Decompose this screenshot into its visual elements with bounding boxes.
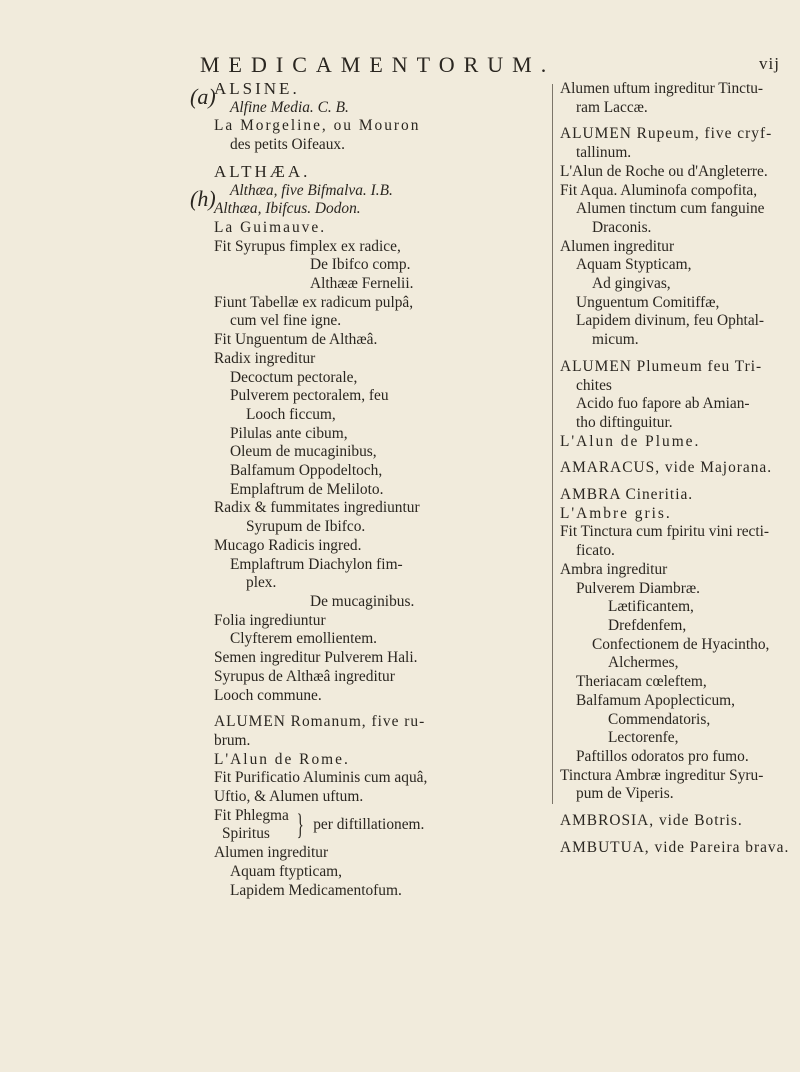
right-text-line: Theriacam cœleftem, xyxy=(576,673,707,691)
right-text-line: ALUMEN Plumeum feu Tri- xyxy=(560,357,763,375)
left-text-line: Emplaftrum Diachylon fim- xyxy=(230,555,403,573)
left-text-line: Pulverem pectoralem, feu xyxy=(230,387,389,405)
left-text-line: Fit Unguentum de Althæâ. xyxy=(214,331,378,349)
brace-top-line: Fit Phlegma xyxy=(214,806,289,824)
curly-brace-icon: } xyxy=(296,808,304,842)
left-text-line: Radix & fummitates ingrediuntur xyxy=(214,499,420,517)
left-text-line: ALUMEN Romanum, five ru- xyxy=(214,713,426,731)
right-text-line: L'Ambre gris. xyxy=(560,504,672,522)
right-text-line: tho diftinguitur. xyxy=(576,413,673,431)
right-text-line: Ambra ingreditur xyxy=(560,560,668,578)
right-text-line: Ad gingivas, xyxy=(592,275,671,293)
margin-note-a: (a) xyxy=(190,84,216,109)
right-text-line: pum de Viperis. xyxy=(576,785,674,803)
left-text-line: plex. xyxy=(246,574,277,592)
spacer xyxy=(560,804,800,812)
right-column xyxy=(560,80,800,857)
right-text-line: ALUMEN Rupeum, five cryf- xyxy=(560,125,773,143)
left-text-line: Uftio, & Alumen uftum. xyxy=(214,788,364,806)
left-text-line: De Ibifco comp. xyxy=(310,256,411,274)
right-text-line: Tinctura Ambræ ingreditur Syru- xyxy=(560,766,764,784)
right-text-line: chites xyxy=(576,376,612,394)
right-text-line: Drefdenfem, xyxy=(608,616,687,634)
right-text-line: Draconis. xyxy=(592,218,652,236)
left-text-line: Balfamum Oppodeltoch, xyxy=(230,462,383,480)
brace-group xyxy=(214,807,544,844)
left-text-line: Lapidem Medicamentofum. xyxy=(230,881,402,899)
left-text-line: Clyfterem emollientem. xyxy=(230,630,378,648)
brace-items xyxy=(214,807,289,844)
left-text-line: des petits Oifeaux. xyxy=(230,136,345,154)
right-text-line: Acido fuo fapore ab Amian- xyxy=(576,395,750,413)
right-text-line: AMBROSIA, vide Botris. xyxy=(560,812,743,830)
brace-right-text: per diftillationem. xyxy=(313,816,425,834)
left-text-line: Fiunt Tabellæ ex radicum pulpâ, xyxy=(214,293,414,311)
left-text-line: Alfine Media. C. B. xyxy=(230,98,349,116)
left-text-line: cum vel fine igne. xyxy=(230,312,342,330)
left-text-line: L'Alun de Rome. xyxy=(214,750,350,768)
left-text-line: Althææ Fernelii. xyxy=(310,275,414,293)
left-text-line: Emplaftrum de Meliloto. xyxy=(230,480,384,498)
left-text-line: Fit Purificatio Aluminis cum aquâ, xyxy=(214,769,428,787)
right-text-line: AMBRA Cineritia. xyxy=(560,486,694,504)
left-text-line: Alumen ingreditur xyxy=(214,844,329,862)
left-text-line: Semen ingreditur Pulverem Hali. xyxy=(214,649,418,667)
folio-number: vij xyxy=(759,54,780,73)
left-text-line: Radix ingreditur xyxy=(214,349,316,367)
left-text-line: Fit Syrupus fimplex ex radice, xyxy=(214,237,401,255)
right-text-line: Lætificantem, xyxy=(608,598,694,616)
right-text-line: AMARACUS, vide Majorana. xyxy=(560,459,773,477)
right-text-line: Paftillos odoratos pro fumo. xyxy=(576,747,749,765)
right-text-line: Balfamum Apoplecticum, xyxy=(576,691,736,709)
left-text-line: Mucago Radicis ingred. xyxy=(214,536,362,554)
right-text-line: Fit Aqua. Aluminofa compofita, xyxy=(560,181,758,199)
spacer xyxy=(560,117,800,125)
right-text-line: Alchermes, xyxy=(608,654,679,672)
right-text-line: Alumen uftum ingreditur Tinctu- xyxy=(560,80,764,97)
left-text-line: Syrupus de Althæâ ingreditur xyxy=(214,667,395,685)
right-text-line: Lapidem divinum, feu Ophtal- xyxy=(576,312,765,330)
left-text-line: Looch ficcum, xyxy=(246,405,336,423)
spacer xyxy=(560,451,800,459)
left-text-line: ALTHÆA. xyxy=(214,161,311,181)
left-text-line: De mucaginibus. xyxy=(310,592,415,610)
right-text-line: L'Alun de Roche ou d'Angleterre. xyxy=(560,162,768,180)
left-text-line: brum. xyxy=(214,731,251,749)
running-header xyxy=(200,52,780,78)
left-text-line: Folia ingrediuntur xyxy=(214,611,326,629)
margin-note-h: (h) xyxy=(190,186,216,211)
right-text-line: tallinum. xyxy=(576,144,632,162)
right-text-line: micum. xyxy=(592,331,639,349)
left-text-line: Decoctum pectorale, xyxy=(230,368,358,386)
left-column xyxy=(214,80,544,900)
left-text-line: Syrupum de Ibifco. xyxy=(246,518,366,536)
spacer xyxy=(560,831,800,839)
brace-bottom-line: Spiritus xyxy=(222,825,270,843)
column-divider xyxy=(552,84,553,804)
left-text-line: La Guimauve. xyxy=(214,218,327,236)
right-text-line: Fit Tinctura cum fpiritu vini recti- xyxy=(560,523,770,541)
spacer xyxy=(560,350,800,358)
left-text-line: Althæa, Ibifcus. Dodon. xyxy=(214,200,361,218)
left-text-line: Oleum de mucaginibus, xyxy=(230,443,377,461)
left-text-line: Aquam ftypticam, xyxy=(230,862,342,880)
right-text-line: Commendatoris, xyxy=(608,710,711,728)
header-title: MEDICAMENTORUM. xyxy=(200,52,556,77)
right-text-line: Aquam Stypticam, xyxy=(576,256,692,274)
left-text-line: La Morgeline, ou Mouron xyxy=(214,117,421,135)
right-text-line: L'Alun de Plume. xyxy=(560,432,701,450)
left-text-line: Pilulas ante cibum, xyxy=(230,424,348,442)
left-text-line: ALSINE. xyxy=(214,79,300,98)
left-text-line: Althæa, five Bifmalva. I.B. xyxy=(230,181,393,199)
right-text-line: AMBUTUA, vide Pareira brava. xyxy=(560,838,790,856)
right-text-line: Unguentum Comitiffæ, xyxy=(576,293,720,311)
right-text-line: Alumen tinctum cum fanguine xyxy=(576,200,765,218)
right-text-line: ficato. xyxy=(576,542,615,560)
right-text-line: Lectorenfe, xyxy=(608,729,679,747)
right-text-line: ram Laccæ. xyxy=(576,98,648,116)
left-text-line: Looch commune. xyxy=(214,686,322,704)
spacer xyxy=(560,478,800,486)
right-text-line: Alumen ingreditur xyxy=(560,237,675,255)
right-text-line: Confectionem de Hyacintho, xyxy=(592,635,770,653)
right-text-line: Pulverem Diambræ. xyxy=(576,579,700,597)
spacer xyxy=(214,705,544,713)
